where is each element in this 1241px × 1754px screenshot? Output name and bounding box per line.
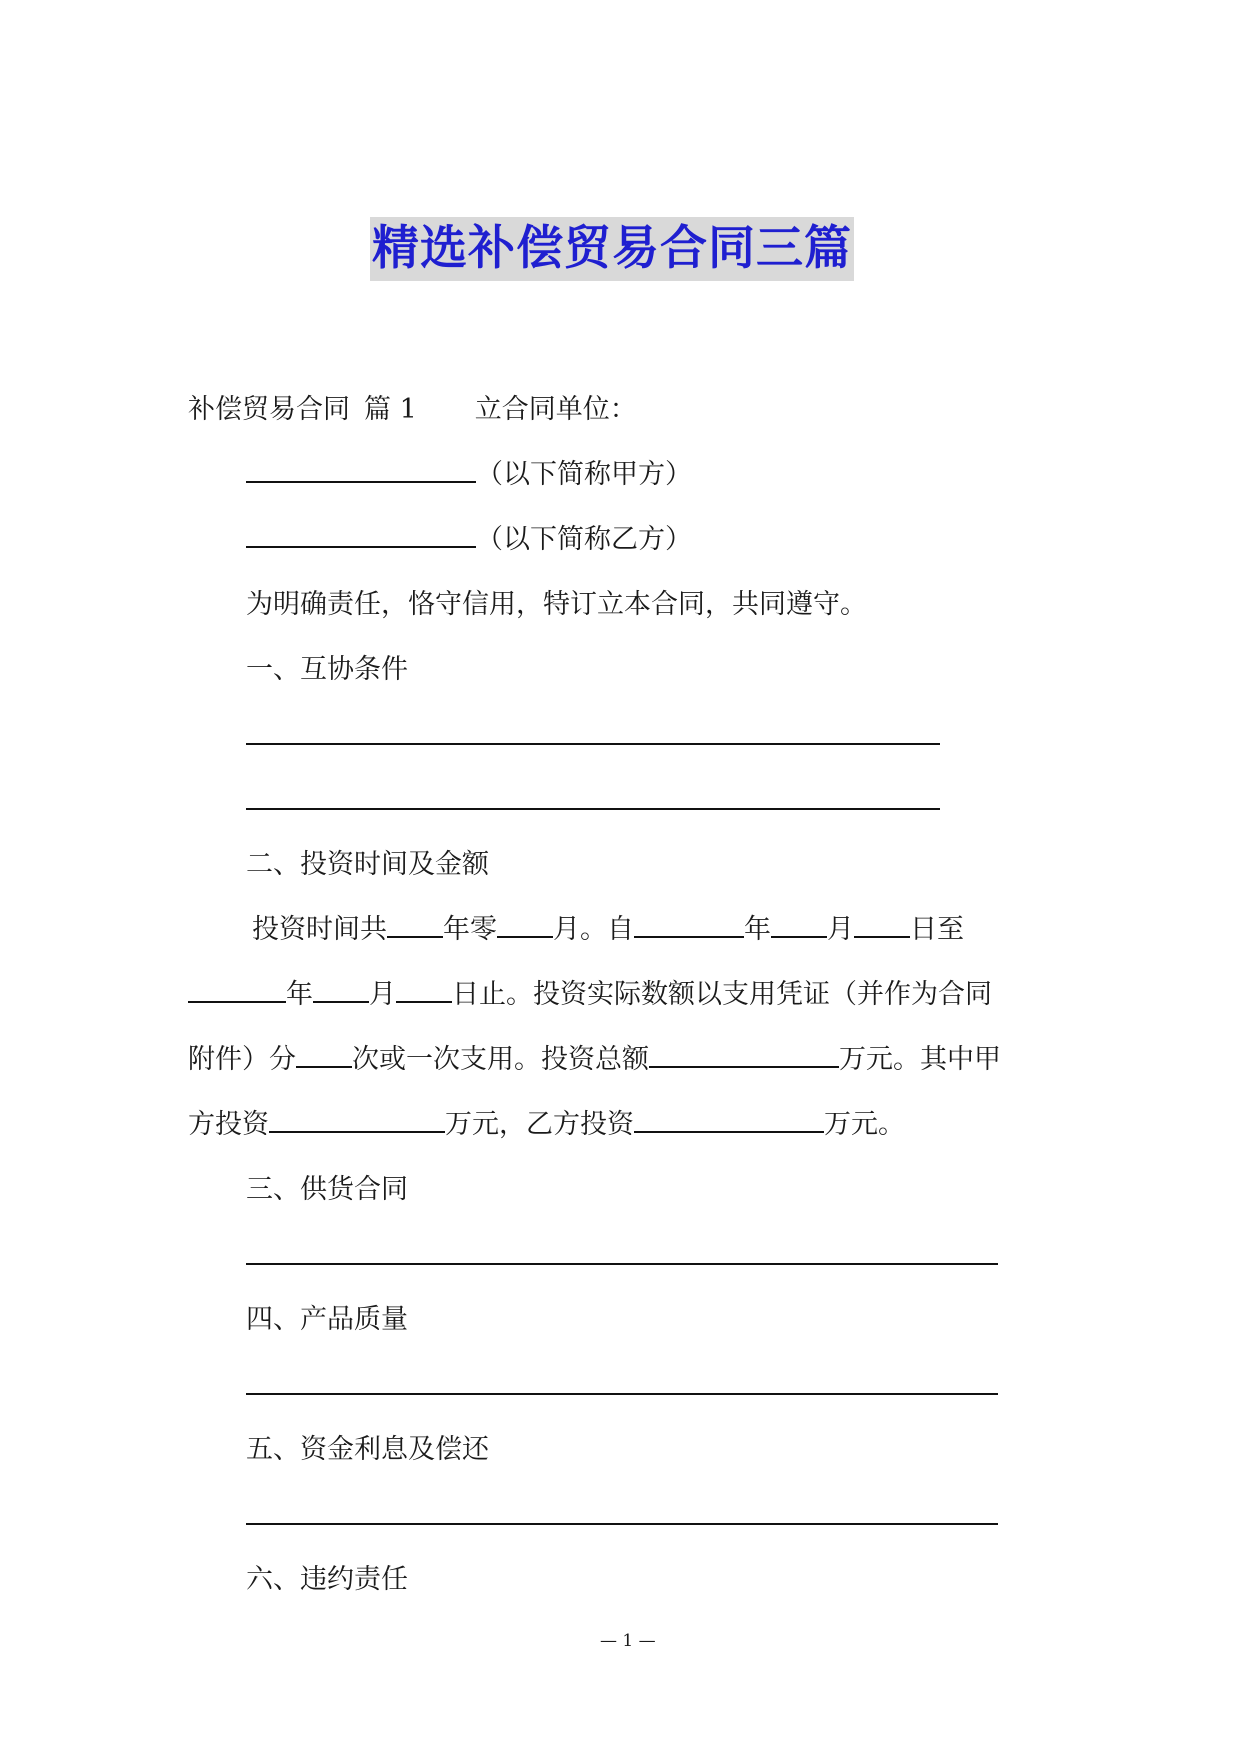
fill-line[interactable] — [246, 743, 940, 745]
investment-text: 附件）分 — [188, 1044, 296, 1075]
section-heading: 六、违约责任 — [246, 1564, 408, 1595]
investment-text: 次或一次支用。投资总额 — [352, 1044, 649, 1075]
years-blank[interactable] — [387, 910, 443, 938]
section-heading: 五、资金利息及偿还 — [246, 1434, 489, 1465]
page-number: — 1 — — [600, 1631, 656, 1651]
section-heading: 四、产品质量 — [246, 1304, 408, 1335]
investment-text: 日至 — [910, 914, 964, 945]
investment-text: 万元。其中甲 — [839, 1044, 1001, 1075]
contract-name: 补偿贸易合同 — [188, 394, 350, 425]
investment-text: 方投资 — [188, 1109, 269, 1140]
party-b-blank[interactable] — [246, 520, 476, 548]
investment-line-3 — [188, 1040, 1001, 1080]
end-year-blank[interactable] — [188, 975, 286, 1003]
investment-line-1 — [252, 910, 964, 950]
investment-text: 月 — [369, 979, 396, 1010]
investment-text: 月 — [827, 914, 854, 945]
party-a-blank[interactable] — [246, 455, 476, 483]
end-month-blank[interactable] — [313, 975, 369, 1003]
investment-text: 月。自 — [553, 914, 634, 945]
party-b-line — [246, 520, 692, 560]
installments-blank[interactable] — [296, 1040, 352, 1068]
part-label: 篇 1 — [364, 394, 417, 425]
start-month-blank[interactable] — [771, 910, 827, 938]
investment-line-4 — [188, 1105, 905, 1145]
months-blank[interactable] — [497, 910, 553, 938]
document-title: 精选补偿贸易合同三篇 — [370, 217, 854, 281]
start-day-blank[interactable] — [854, 910, 910, 938]
party-b-amount-blank[interactable] — [634, 1105, 824, 1133]
investment-text: 投资时间共 — [252, 914, 387, 945]
party-a-amount-blank[interactable] — [269, 1105, 445, 1133]
fill-line[interactable] — [246, 808, 940, 810]
investment-line-2 — [188, 975, 992, 1015]
section-heading: 三、供货合同 — [246, 1174, 408, 1205]
investment-text: 年 — [286, 979, 313, 1010]
investment-text: 年零 — [443, 914, 497, 945]
investment-text: 万元。 — [824, 1109, 905, 1140]
fill-line[interactable] — [246, 1523, 998, 1525]
fill-line[interactable] — [246, 1263, 998, 1265]
preamble: 为明确责任，恪守信用，特订立本合同，共同遵守。 — [246, 589, 867, 620]
investment-text: 年 — [744, 914, 771, 945]
total-amount-blank[interactable] — [649, 1040, 839, 1068]
intro-line — [188, 390, 637, 430]
investment-text: 万元，乙方投资 — [445, 1109, 634, 1140]
fill-line[interactable] — [246, 1393, 998, 1395]
investment-text: 日止。投资实际数额以支用凭证（并作为合同 — [452, 979, 992, 1010]
parties-label: 立合同单位： — [474, 394, 637, 425]
start-year-blank[interactable] — [634, 910, 744, 938]
end-day-blank[interactable] — [396, 975, 452, 1003]
party-b-note: （以下简称乙方） — [476, 524, 692, 555]
party-a-note: （以下简称甲方） — [476, 459, 692, 490]
section-heading: 二、投资时间及金额 — [246, 849, 489, 880]
section-heading: 一、互协条件 — [246, 654, 408, 685]
party-a-line — [246, 455, 692, 495]
